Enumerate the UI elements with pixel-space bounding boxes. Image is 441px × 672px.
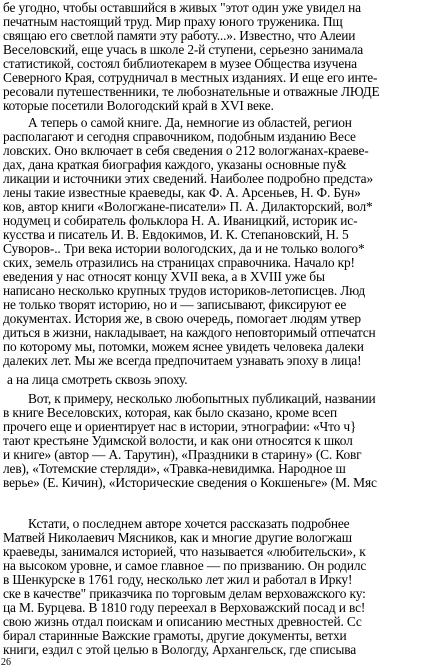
- text-line: располагают и сегодня справочником, подобным изданию Весе: [3, 129, 356, 144]
- text-line: краеведы, занимался историей, что называется «любительски», к: [3, 544, 366, 559]
- text-line: документах. История же, в свою очередь, помогает людям утвер: [3, 311, 361, 326]
- text-line: верье» (Е. Кичин), «Исторические сведения о Кокшеньге» (М. Мяс: [3, 475, 377, 490]
- text-line: в книге Веселовских, которая, как было сказано, кроме всеп: [3, 405, 337, 420]
- text-line: прочего еще и ориентирует нас в истории, этнографии: «Что ч}: [3, 419, 357, 434]
- text-line: Северного Края, сотрудничал в местных изданиях. И еще его инте-: [3, 70, 378, 85]
- text-line: ске в качестве" приказчика по торговым делам верховажского ку:: [3, 586, 366, 601]
- text-line: статистикой, состоял библиотекарем в музее Общества изучена: [3, 56, 357, 71]
- text-line: в Шенкурске в 1761 году, несколько лет жил и работал в Ирку!: [3, 572, 353, 587]
- text-line: печатным настоящий труд. Мир праху юного труженика. Пщ: [3, 14, 343, 29]
- text-line: по которому мы, потомки, можем яснее увидеть человека далеки: [3, 339, 364, 354]
- text-line: ца М. Бурцева. В 1810 году переехал в Верховажский посад и вс!: [3, 600, 366, 615]
- text-line: нодумец и собиратель фольклора Н. А. Иваницкий, историк ис-: [3, 213, 358, 228]
- text-line: диться в жизни, накладывает, на каждого неповторимый отпечатсн: [3, 325, 376, 340]
- text-line: на высоком уровне, и самое главное — по призванию. Он родилс: [3, 558, 367, 573]
- text-line: Вот, к примеру, несколько любопытных публикаций, названии: [28, 391, 376, 406]
- text-line: ресовали путешественники, те любознательные и отважные ЛЮДЕ: [3, 84, 380, 99]
- text-line: свою жизнь отдал поискам и описанию местных древностей. Сс: [3, 614, 362, 629]
- text-line: далеких лет. Мы же всегда предпочитаем узнавать эпоху в лица!: [3, 353, 362, 368]
- text-line: лены такие известные краеведы, как Ф. А. Арсеньев, Н. Ф. Бун»: [3, 185, 361, 200]
- page-number: 26: [1, 657, 11, 668]
- text-line: Суворов-.. Три века истории вологодских, да и не только волого*: [3, 241, 365, 256]
- text-line: дах, дана краткая биография каждого, указаны основные пу&: [3, 157, 347, 172]
- text-line: тают крестьяне Удимской волости, и как они относятся к школ: [3, 433, 353, 448]
- text-line: не только творят историю, но и — записывают, фиксируют ее: [3, 297, 347, 312]
- text-line: ских, земель отразились на страницах справочника. Начало кр!: [3, 255, 355, 270]
- text-line: А теперь о самой книге. Да, немногие из областей, регион: [28, 115, 352, 130]
- text-line: и книге» (автор — А. Тарутин), «Праздники в старину» (С. Ковг: [3, 447, 362, 462]
- text-line: бе угодно, чтобы оставшийся в живых "этот один уже увидел на: [3, 0, 361, 15]
- text-line: Веселовский, еще учась в школе 2-й ступени, серьезно занимала: [3, 42, 364, 57]
- text-line: еведения у нас относят концу XVII века, а в XVIII уже бы: [3, 269, 325, 284]
- text-line: а на лица смотреть сквозь эпоху.: [7, 372, 188, 387]
- text-line: кусства и писатель И. В. Евдокимов, И. К. Степановский, Н. 5: [3, 227, 349, 242]
- text-line: ликации и источники этих сведений. Наиболее подробно предста»: [3, 171, 374, 186]
- text-line: написано несколько крупных трудов историков-летописцев. Люд: [3, 283, 365, 298]
- text-line: бирал старинные Важские грамоты, другие документы, ветхи: [3, 628, 347, 643]
- text-line: лев), «Тотемские стерляди», «Травка-невидимка. Народное ш: [3, 461, 346, 476]
- text-line: ловских. Оно включает в себя сведения о 212 вологжанах-краеве-: [3, 143, 369, 158]
- text-line: книги, ездил с этой целью в Вологду, Архангельск, где списыва: [3, 642, 356, 657]
- text-line: которые посетили Вологодский край в XVI веке.: [3, 98, 274, 113]
- text-line: ков, автор книги «Вологжане-писатели» П. А. Дилакторский, вол*: [3, 199, 373, 214]
- text-line: свящаю его светлой памяти эту работу...». Известно, что Алеии: [3, 28, 356, 43]
- text-line: Матвей Николаевич Мясников, как и многие другие вологжаш: [3, 530, 352, 545]
- text-line: Кстати, о последнем авторе хочется рассказать подробнее: [28, 516, 350, 531]
